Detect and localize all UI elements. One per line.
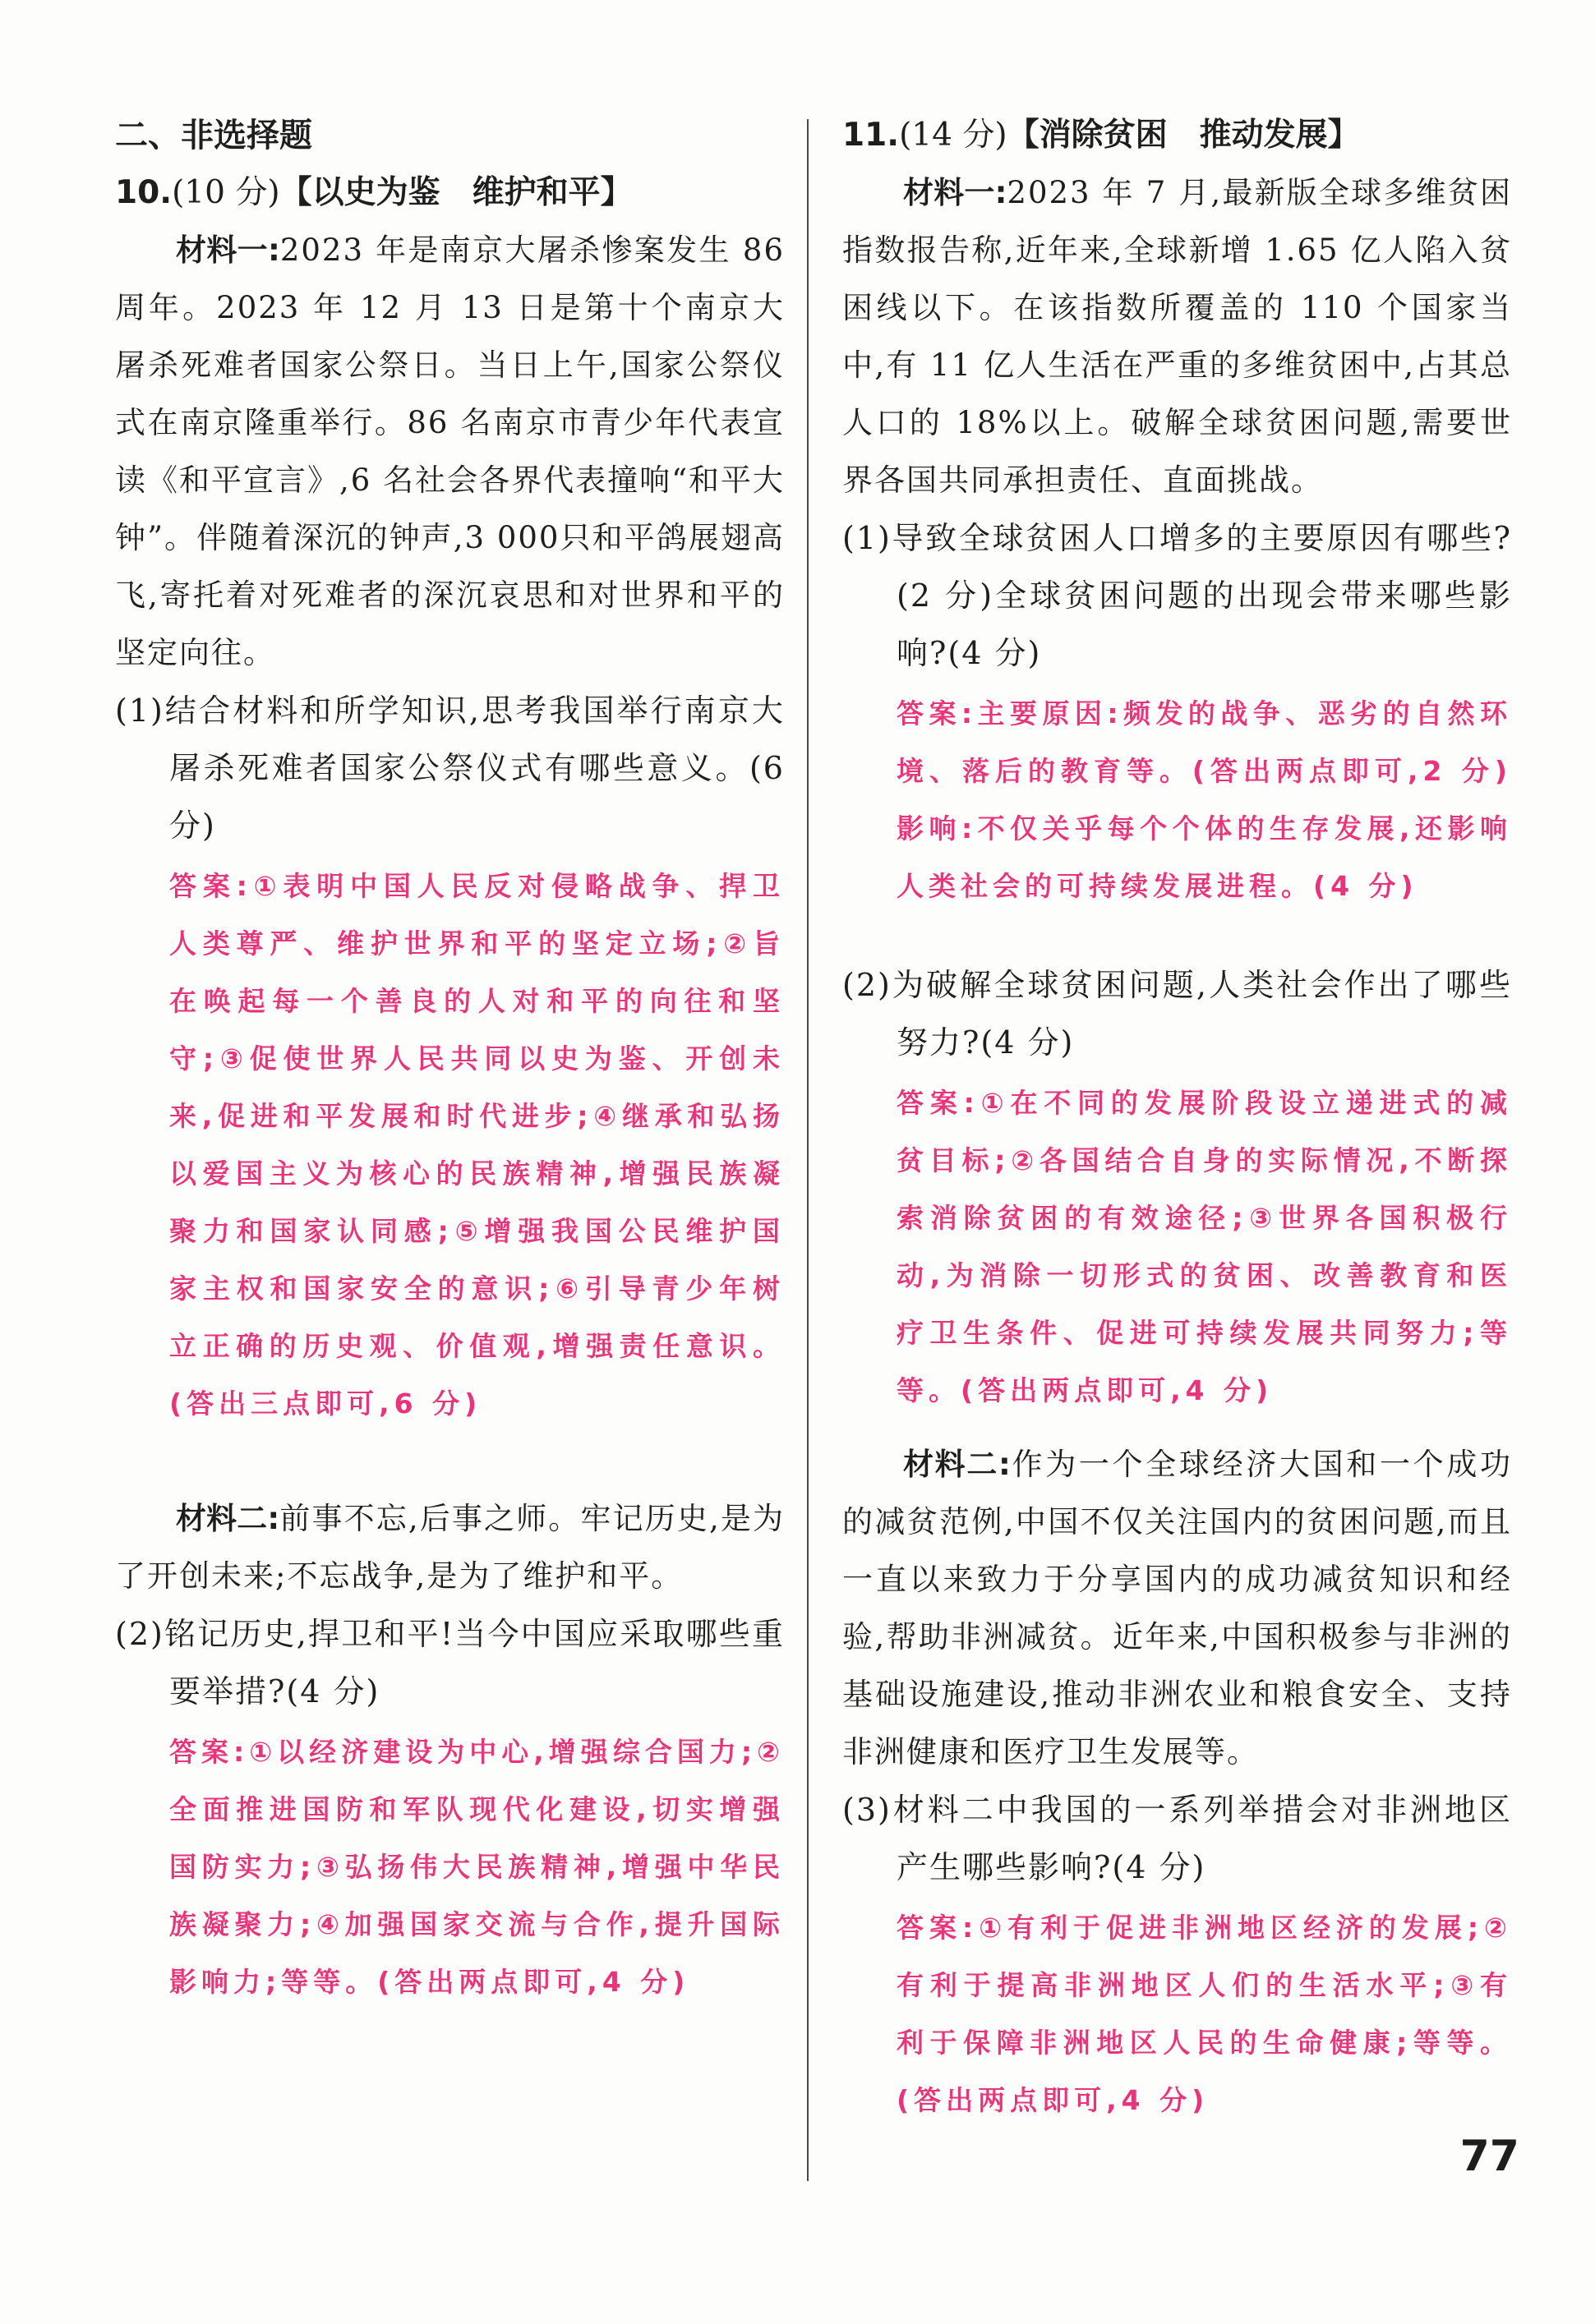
question-topic: 【消除贫困 推动发展】 [1007, 117, 1360, 154]
question-topic: 【以史为鉴 维护和平】 [279, 174, 633, 211]
material-two [842, 1436, 1512, 1781]
spacer [842, 915, 1512, 956]
question-number: 11. [842, 117, 900, 154]
question-10-header [115, 164, 785, 222]
sub-question-1: (1)结合材料和所学知识,思考我国举行南京大屠杀死难者国家公祭仪式有哪些意义。(6 分) [115, 693, 785, 844]
material-text: 2023 年是南京大屠杀惨案发生 86 周年。2023 年 12 月 13 日是第十个南京大屠杀死难者国家公祭日。当日上午,国家公祭仪式在南京隆重举行。86 名南京市青少年代表宣读《和平宣言》,6 名社会各界代表撞响“和平大钟”。伴随着深沉的钟声,3 000只和平鸽展翅高飞,寄托着对死难者的深沉哀思和对世界和平的坚定向往。 [115, 232, 786, 670]
spacer [115, 1433, 785, 1490]
answer-2: 答案:①在不同的发展阶段设立递进式的减贫目标;②各国结合自身的实际情况,不断探索消除贫困的有效途径;③世界各国积极行动,为消除一切形式的贫困、改善教育和医疗卫生条件、促进可持续发展共同努力;等等。(答出两点即可,4 分) [897, 1087, 1512, 1406]
material-text: 2023 年 7 月,最新版全球多维贫困指数报告称,近年来,全球新增 1.65 亿人陷入贫困线以下。在该指数所覆盖的 110 个国家当中,有 11 亿人生活在严重的多维贫困中,占其总人口的 18%以上。破解全球贫困问题,需要世界各国共同承担责任、直面挑战。 [842, 175, 1512, 498]
material-label: 材料一: [903, 175, 1007, 210]
spacer [842, 1420, 1512, 1436]
material-text: 前事不忘,后事之师。牢记历史,是为了开创未来;不忘战争,是为了维护和平。 [115, 1501, 785, 1594]
material-label: 材料二: [176, 1501, 280, 1536]
sub-question-3: (3)材料二中我国的一系列举措会对非洲地区产生哪些影响?(4 分) [842, 1792, 1512, 1885]
material-text: 作为一个全球经济大国和一个成功的减贫范例,中国不仅关注国内的贫困问题,而且一直以来致力于分享国内的成功减贫知识和经验,帮助非洲减贫。近年来,中国积极参与非洲的基础设施建设,推动非洲农业和粮食安全、支持非洲健康和医疗卫生发展等。 [842, 1447, 1513, 1769]
material-two [115, 1490, 785, 1605]
answer-1: 答案:①表明中国人民反对侵略战争、捍卫人类尊严、维护世界和平的坚定立场;②旨在唤起每一个善良的人对和平的向往和坚守;③促使世界人民共同以史为鉴、开创未来,促进和平发展和时代进步;④继承和弘扬以爱国主义为核心的民族精神,增强民族凝聚力和国家认同感;⑤增强我国公民维护国家主权和国家安全的意识;⑥引导青少年树立正确的历史观、价值观,增强责任意识。(答出三点即可,6 分) [169, 870, 785, 1420]
sub-question-2: (2)为破解全球贫困问题,人类社会作出了哪些努力?(4 分) [842, 967, 1512, 1061]
answer-1: 答案:主要原因:频发的战争、恶劣的自然环境、落后的教育等。(答出两点即可,2 分)影响:不仅关乎每个个体的生存发展,还影响人类社会的可持续发展进程。(4 分) [897, 697, 1512, 902]
section-title: 二、非选择题 [115, 117, 312, 154]
page-number: 77 [1459, 2132, 1519, 2181]
column-divider [807, 119, 809, 2181]
sub-question-2: (2)铭记历史,捍卫和平!当今中国应采取哪些重要举措?(4 分) [115, 1616, 785, 1710]
right-column [842, 107, 1512, 2129]
left-column [115, 107, 785, 2011]
material-label: 材料二: [903, 1447, 1011, 1482]
material-label: 材料一: [176, 232, 280, 268]
sub-question-1: (1)导致全球贫困人口增多的主要原因有哪些?(2 分)全球贫困问题的出现会带来哪些影响?(4 分) [842, 520, 1512, 671]
question-number: 10. [115, 174, 173, 211]
material-one [842, 164, 1512, 509]
answer-3: 答案:①有利于促进非洲地区经济的发展;②有利于提高非洲地区人们的生活水平;③有利于保障非洲地区人民的生命健康;等等。(答出两点即可,4 分) [897, 1912, 1512, 2116]
answer-2: 答案:①以经济建设为中心,增强综合国力;②全面推进国防和军队现代化建设,切实增强国防实力;③弘扬伟大民族精神,增强中华民族凝聚力;④加强国家交流与合作,提升国际影响力;等等。(答出两点即可,4 分) [169, 1736, 785, 1998]
question-points: (10 分) [172, 174, 280, 211]
question-points: (14 分) [899, 117, 1007, 154]
question-11-header [842, 107, 1512, 164]
material-one [115, 222, 785, 682]
